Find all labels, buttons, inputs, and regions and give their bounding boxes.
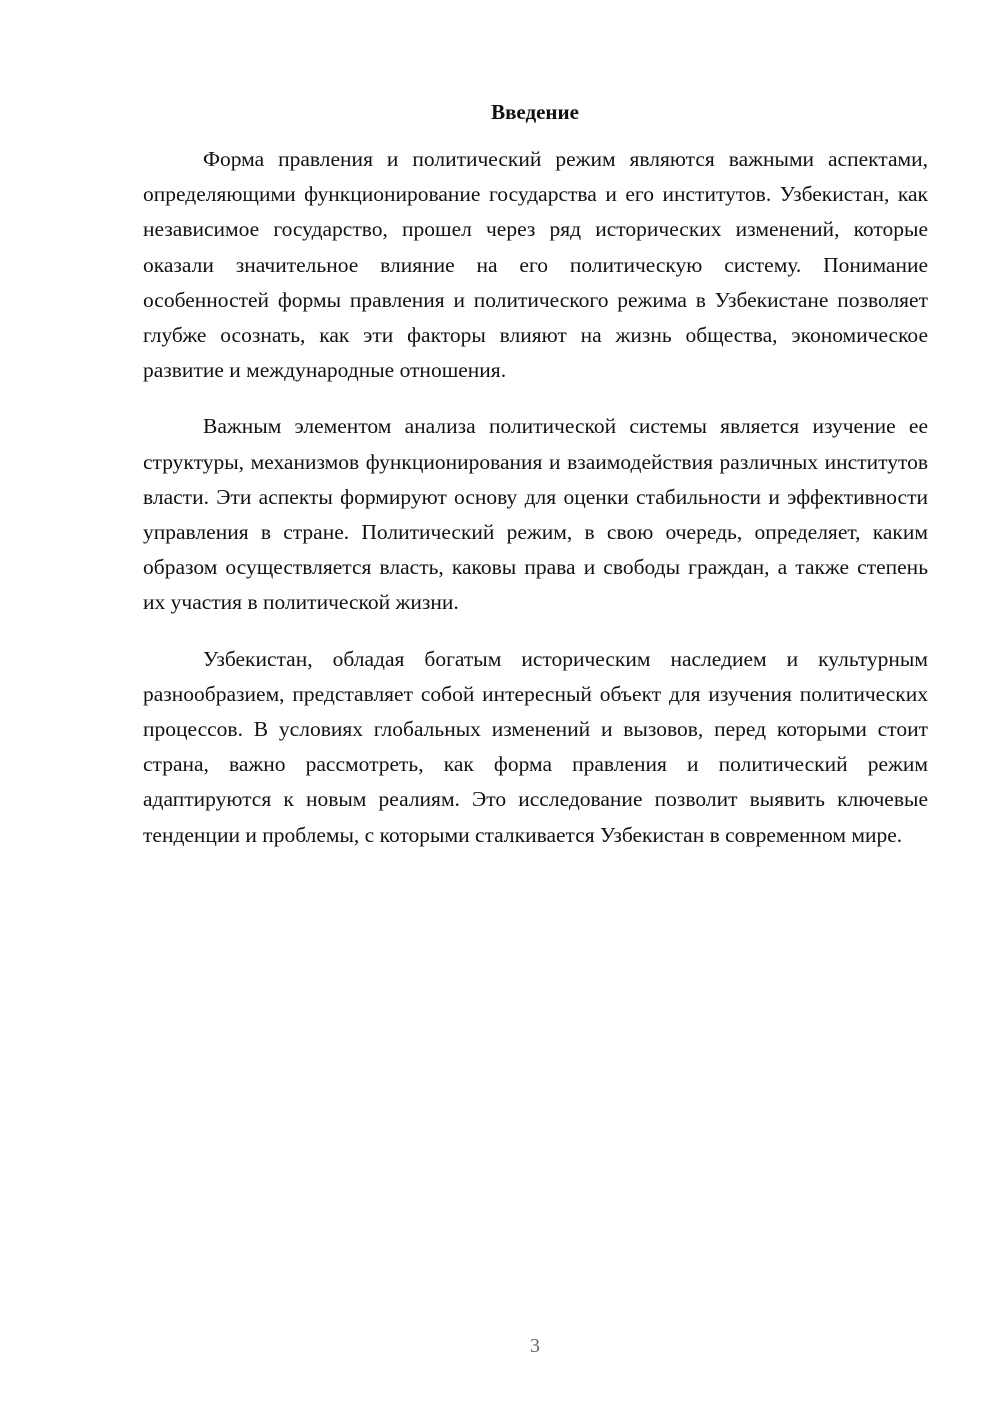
page-number: 3	[530, 1335, 540, 1357]
paragraph-2: Важным элементом анализа политической системы является изучение ее структуры, механизмов функционирования и взаимодействия различных институтов власти. Эти аспекты формируют основу для оценки стабильности и эффективности управления в стране. Политический режим, в свою очередь, определяет, каким образом осуществляется власть, каковы права и свободы граждан, а также степень их участия в политической жизни.	[143, 414, 928, 615]
paragraph-1: Форма правления и политический режим являются важными аспектами, определяющими функционирование государства и его институтов. Узбекистан, как независимое государство, прошел через ряд исторических изменений, которые оказали значительное влияние на его политическую систему. Понимание особенностей формы правления и политического режима в Узбекистане позволяет глубже осознать, как эти факторы влияют на жизнь общества, экономическое развитие и международные отношения.	[143, 147, 928, 383]
page-title: Введение	[491, 100, 579, 124]
document-body	[143, 142, 928, 874]
paragraph-3: Узбекистан, обладая богатым историческим наследием и культурным разнообразием, представляет собой интересный объект для изучения политических процессов. В условиях глобальных изменений и вызовов, перед которыми стоит страна, важно рассмотреть, как форма правления и политический режим адаптируются к новым реалиям. Это исследование позволит выявить ключевые тенденции и проблемы, с которыми сталкивается Узбекистан в современном мире.	[143, 646, 928, 847]
